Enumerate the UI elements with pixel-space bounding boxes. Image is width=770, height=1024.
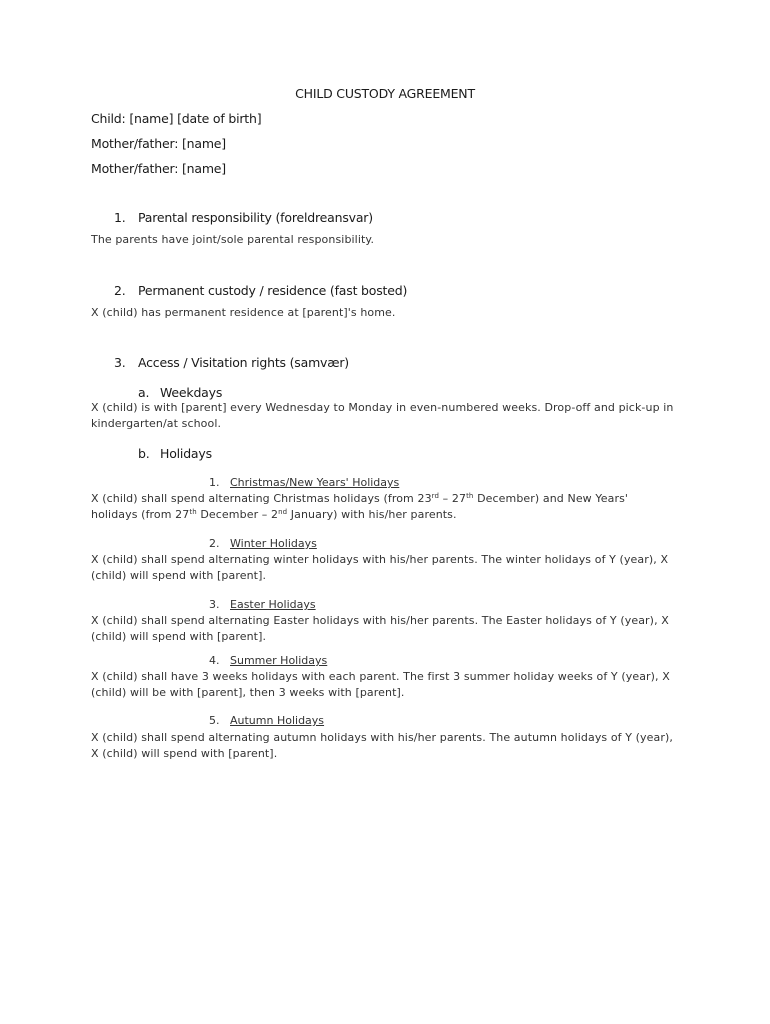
holiday-1-text-part: January) with his/her parents. bbox=[287, 508, 457, 521]
section-2-title: Permanent custody / residence (fast bosted) bbox=[138, 283, 408, 298]
holiday-5-text: X (child) shall spend alternating autumn holidays with his/her parents. The autumn holidays of Y (year), X (child) will spend with [parent]. bbox=[91, 731, 673, 760]
section-2-text: X (child) has permanent residence at [parent]'s home. bbox=[91, 306, 396, 319]
holiday-5-number: 5. bbox=[209, 714, 220, 727]
holiday-1-heading bbox=[209, 476, 399, 489]
holiday-2-number: 2. bbox=[209, 537, 220, 550]
holiday-4-number: 4. bbox=[209, 654, 220, 667]
holiday-1-text-part: – 27 bbox=[439, 492, 467, 505]
subsection-b-title: Holidays bbox=[160, 446, 212, 461]
holiday-3-title: Easter Holidays bbox=[230, 598, 316, 611]
subsection-a-heading bbox=[138, 385, 222, 400]
holiday-5-heading bbox=[209, 714, 324, 727]
holiday-1-sup: rd bbox=[431, 492, 440, 500]
subsection-a-letter: a. bbox=[138, 385, 150, 400]
subsection-b-letter: b. bbox=[138, 446, 150, 461]
section-1-text: The parents have joint/sole parental responsibility. bbox=[91, 233, 375, 246]
holiday-3-number: 3. bbox=[209, 598, 220, 611]
holiday-3-text: X (child) shall spend alternating Easter holidays with his/her parents. The Easter holidays of Y (year), X (child) will spend with [parent]. bbox=[91, 614, 669, 643]
holiday-1-text-part: December) and New Years' holidays (from 27 bbox=[91, 492, 629, 521]
holiday-3-heading bbox=[209, 598, 316, 611]
holiday-5-title: Autumn Holidays bbox=[230, 714, 325, 727]
holiday-4-heading bbox=[209, 654, 327, 667]
section-2-number: 2. bbox=[114, 283, 126, 298]
holiday-1-text-part: X (child) shall spend alternating Christmas holidays (from 23 bbox=[91, 492, 432, 505]
parent-line-1: Mother/father: [name] bbox=[91, 136, 226, 151]
subsection-b-heading bbox=[138, 446, 212, 461]
section-3-heading bbox=[114, 355, 349, 370]
holiday-2-text: X (child) shall spend alternating winter holidays with his/her parents. The winter holidays of Y (year), X (child) will spend with [parent]. bbox=[91, 553, 669, 582]
holiday-4-title: Summer Holidays bbox=[230, 654, 328, 667]
section-2-heading bbox=[114, 283, 407, 298]
document-title: CHILD CUSTODY AGREEMENT bbox=[295, 86, 475, 101]
holiday-1-sup: th bbox=[189, 508, 197, 516]
holiday-1-text bbox=[91, 491, 651, 523]
subsection-a-text: X (child) is with [parent] every Wednesday to Monday in even-numbered weeks. Drop-off and pick-up in kindergarten/at school. bbox=[91, 401, 674, 430]
holiday-1-number: 1. bbox=[209, 476, 220, 489]
holiday-1-text-part: December – 2 bbox=[196, 508, 279, 521]
section-1-heading bbox=[114, 210, 373, 225]
section-1-title: Parental responsibility (foreldreansvar) bbox=[138, 210, 373, 225]
section-3-title: Access / Visitation rights (samvær) bbox=[138, 355, 349, 370]
subsection-a-title: Weekdays bbox=[160, 385, 223, 400]
child-line: Child: [name] [date of birth] bbox=[91, 111, 262, 126]
holiday-2-title: Winter Holidays bbox=[230, 537, 317, 550]
holiday-2-heading bbox=[209, 537, 317, 550]
section-3-number: 3. bbox=[114, 355, 126, 370]
holiday-1-title: Christmas/New Years' Holidays bbox=[230, 476, 400, 489]
holiday-1-sup: nd bbox=[278, 508, 288, 516]
holiday-1-sup: th bbox=[466, 492, 474, 500]
parent-line-2: Mother/father: [name] bbox=[91, 161, 226, 176]
holiday-4-text: X (child) shall have 3 weeks holidays with each parent. The first 3 summer holiday weeks of Y (year), X (child) will be with [parent], then 3 weeks with [parent]. bbox=[91, 670, 670, 699]
section-1-number: 1. bbox=[114, 210, 126, 225]
